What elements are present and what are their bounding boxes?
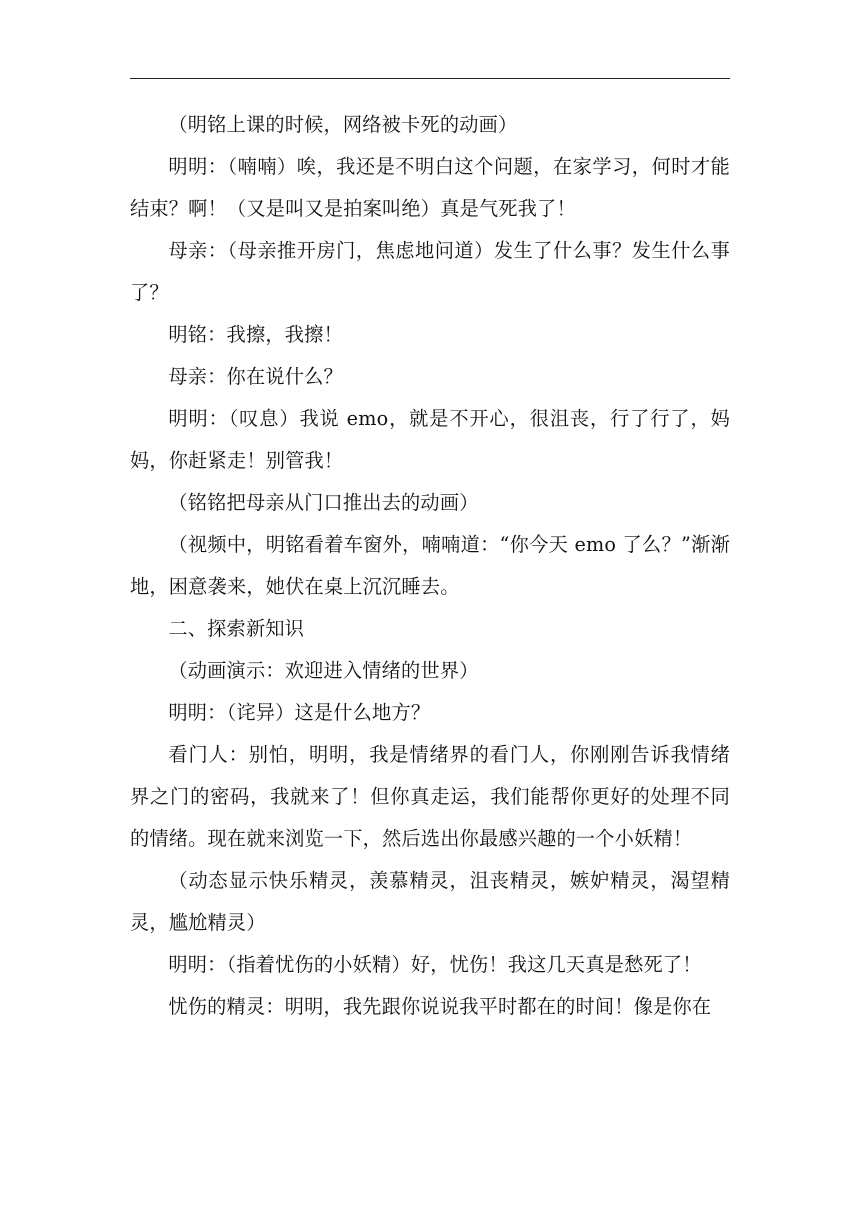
paragraph-mingming-emo: 明明：（叹息）我说 emo，就是不开心，很沮丧，行了行了，妈妈，你赶紧走！别管我！ bbox=[130, 407, 730, 472]
paragraph-mother-ask: 母亲：你在说什么？ bbox=[168, 365, 343, 388]
paragraph-mingming-complaint: 明明：（喃喃）唉，我还是不明白这个问题，在家学习，何时才能结束？啊！（又是叫又是拍案叫绝）真是气死我了！ bbox=[130, 155, 730, 220]
paragraph-stage-direction-network: （明铭上课的时候，网络被卡死的动画） bbox=[168, 113, 518, 136]
paragraph-stage-direction-welcome: （动画演示：欢迎进入情绪的世界） bbox=[168, 659, 479, 682]
paragraph-gatekeeper: 看门人：别怕，明明，我是情绪界的看门人，你刚刚告诉我情绪界之门的密码，我就来了！但你真走运，我们能帮你更好的处理不同的情绪。现在就来浏览一下，然后选出你最感兴趣的一个小妖精！ bbox=[130, 743, 730, 850]
paragraph-mother-question: 母亲：（母亲推开房门，焦虑地问道）发生了什么事？发生什么事了？ bbox=[130, 239, 730, 304]
paragraph-stage-direction-push: （铭铭把母亲从门口推出去的动画） bbox=[168, 491, 479, 514]
paragraph-mingming-sadness: 明明：（指着忧伤的小妖精）好，忧伤！我这几天真是愁死了！ bbox=[168, 953, 702, 976]
document-body bbox=[130, 104, 730, 1028]
paragraph-mingming-reply: 明铭：我擦，我擦！ bbox=[168, 323, 343, 346]
paragraph-stage-direction-sleep: （视频中，明铭看着车窗外，喃喃道：“你今天 emo 了么？”渐渐地，困意袭来，她伏在桌上沉沉睡去。 bbox=[130, 533, 730, 598]
paragraph-stage-direction-spirits: （动态显示快乐精灵，羡慕精灵，沮丧精灵，嫉妒精灵，渴望精灵，尴尬精灵） bbox=[130, 869, 730, 934]
paragraph-sad-spirit: 忧伤的精灵：明明，我先跟你说说我平时都在的时间！像是你在 bbox=[168, 995, 712, 1018]
section-heading-explore: 二、探索新知识 bbox=[168, 617, 305, 640]
header-rule bbox=[130, 78, 730, 79]
paragraph-mingming-surprised: 明明：（诧异）这是什么地方？ bbox=[168, 701, 431, 724]
